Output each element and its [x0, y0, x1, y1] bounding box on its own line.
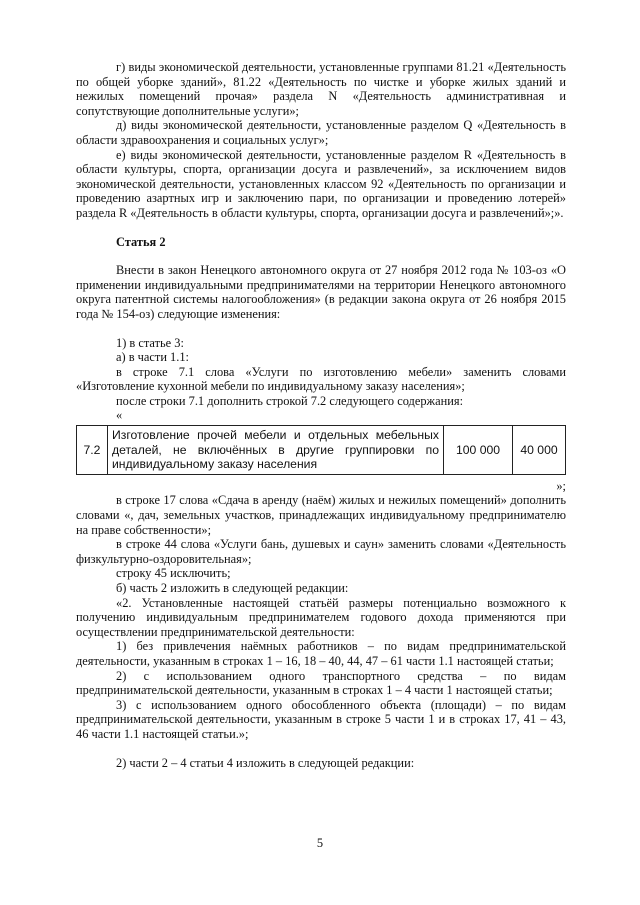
description-cell: Изготовление прочей мебели и отдельных мебельных деталей, не включённых в другие группировки по индивидуальному заказу населения [108, 426, 444, 475]
value-2-cell: 40 000 [513, 426, 566, 475]
paragraph: в строке 17 слова «Сдача в аренду (наём) жилых и нежилых помещений» дополнить словами «, дач, земельных участков, принадлежащих индивидуальному предпринимателю на праве собственности»; [76, 493, 566, 537]
table-row [77, 426, 566, 475]
document-body [76, 60, 566, 770]
paragraph: 2) с использованием одного транспортного средства – по видам предпринимательской деятельности, указанным в строках 1 – 4 части 1 настоящей статьи; [76, 668, 566, 698]
paragraph: в строке 7.1 слова «Услуги по изготовлению мебели» заменить словами «Изготовление кухонной мебели по индивидуальному заказу населения»; [76, 364, 566, 394]
paragraph: в строке 44 слова «Услуги бань, душевых и саун» заменить словами «Деятельность физкультурно-оздоровительная»; [76, 537, 566, 566]
pre-table-paragraphs [76, 336, 566, 424]
income-table [76, 425, 566, 475]
row-number-cell: 7.2 [77, 426, 108, 475]
bottom-paragraphs [76, 493, 566, 741]
paragraph: 3) с использованием одного обособленного объекта (площади) – по видам предпринимательской деятельности, указанным в строке 5 части 1 и в строках 17, 41 – 43, 46 части 1.1 настоящей статьи.»; [76, 697, 566, 741]
paragraph: 1) в статье 3: [116, 335, 184, 350]
top-paragraphs [76, 60, 566, 221]
paragraph: « [116, 408, 123, 423]
paragraph: г) виды экономической деятельности, установленные группами 81.21 «Деятельность по общей уборке зданий», 81.22 «Деятельность по чистке и уборке жилых зданий и нежилых помещений прочая» раздела N «Деятельность административная и сопутствующие дополнительные услуги»; [76, 60, 566, 118]
paragraph: б) часть 2 изложить в следующей редакции: [116, 581, 349, 595]
last-paragraph: 2) части 2 – 4 статьи 4 изложить в следующей редакции: [116, 755, 415, 770]
paragraph: д) виды экономической деятельности, установленные разделом Q «Деятельность в области здравоохранения и социальных услуг»; [76, 118, 566, 147]
page-number: 5 [316, 836, 324, 850]
paragraph: 1) без привлечения наёмных работников – по видам предпринимательской деятельности, указанным в строках 1 – 16, 18 – 40, 44, 47 – 61 части 1.1 настоящей статьи; [76, 639, 566, 668]
paragraph: строку 45 исключить; [116, 566, 231, 581]
intro-paragraphs [76, 263, 566, 321]
paragraph: а) в части 1.1: [116, 350, 189, 365]
value-1-cell: 100 000 [444, 426, 513, 475]
table-close-quote: »; [556, 478, 566, 493]
paragraph: е) виды экономической деятельности, установленные разделом R «Деятельность в области культуры, спорта, организации досуга и развлечений», за исключением видов экономической деятельности, установленных классом 92 «Деятельность по организации и проведению азартных игр и заключению пари, по организации и проведению лотерей» раздела R «Деятельность в области культуры, спорта, организации досуга и развлечений»;». [76, 147, 566, 220]
paragraph: «2. Установленные настоящей статьёй размеры потенциально возможного к получению индивидуальным предпринимателем годового дохода применяются при осуществлении предпринимательской деятельности: [76, 595, 566, 639]
paragraph: после строки 7.1 дополнить строкой 7.2 следующего содержания: [116, 393, 464, 408]
article-heading: Статья 2 [116, 234, 166, 249]
paragraph: Внести в закон Ненецкого автономного округа от 27 ноября 2012 года № 103-оз «О применении индивидуальными предпринимателями на территории Ненецкого автономного округа патентной системы налогообложения» (в редакции закона округа от 26 ноября 2015 года № 154-оз) следующие изменения: [76, 263, 566, 321]
